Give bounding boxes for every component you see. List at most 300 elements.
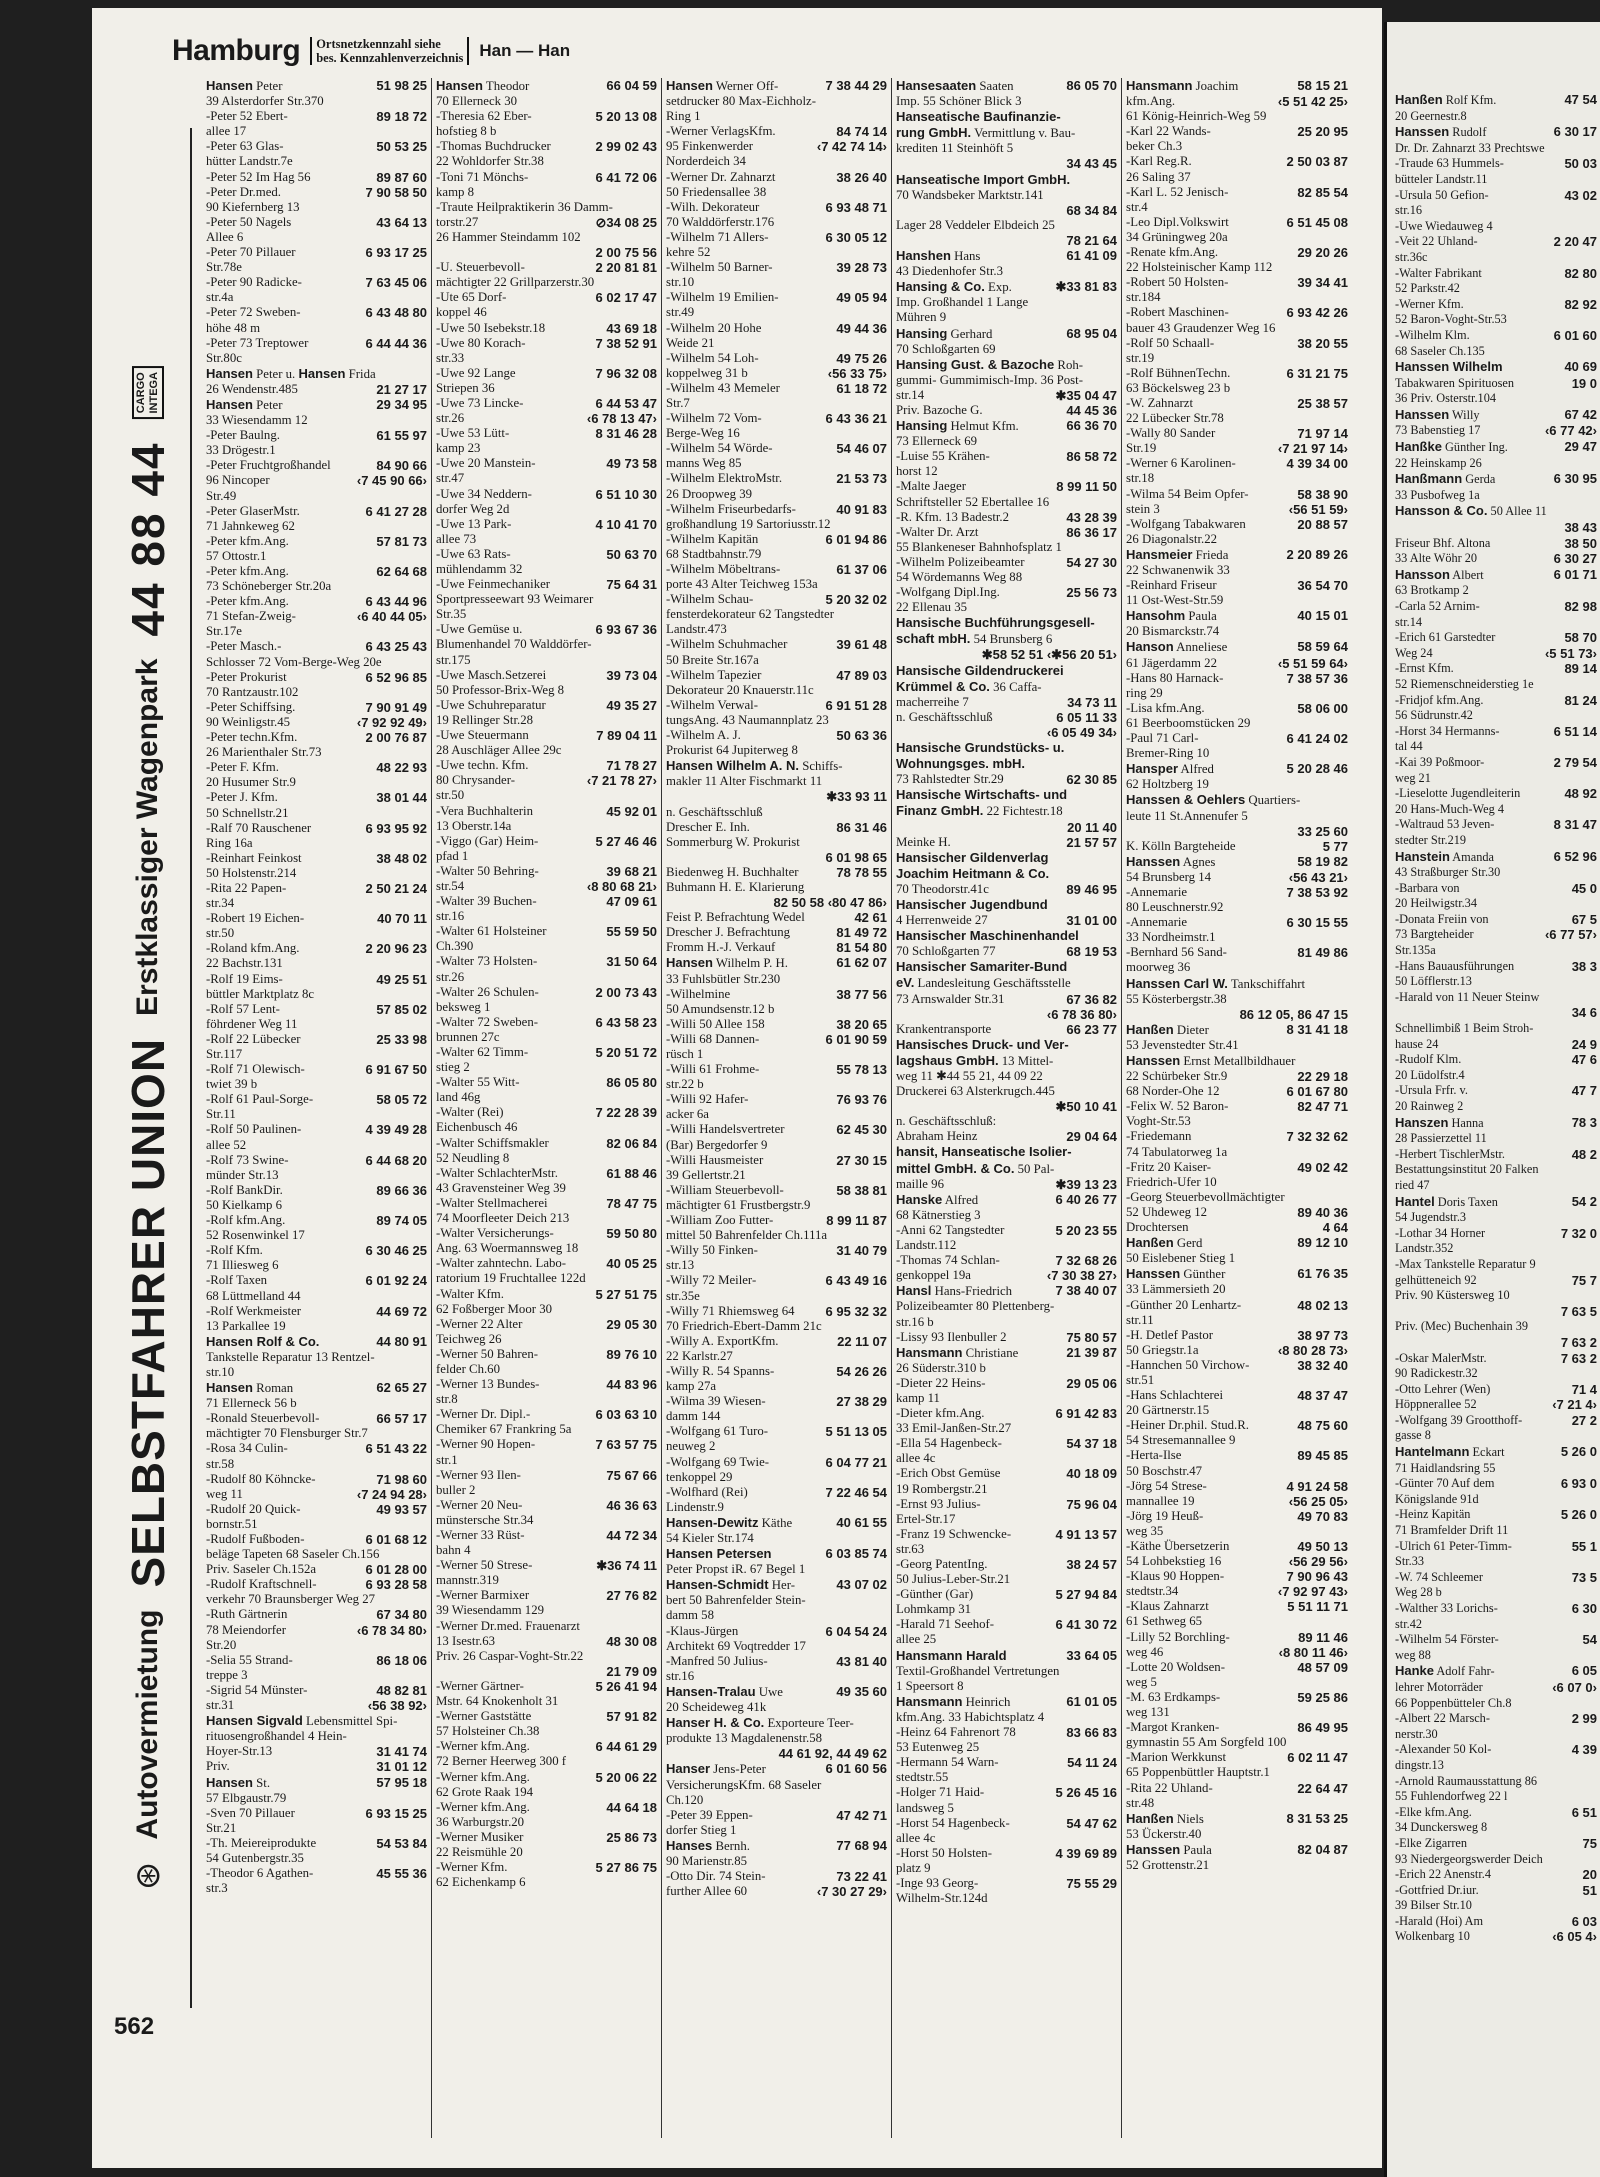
entry-text: mächtigter 61 Frustbergstr.9 bbox=[666, 1197, 811, 1212]
entry-text: -Willy 72 Meiler- bbox=[666, 1273, 757, 1288]
listing-entry bbox=[206, 534, 427, 549]
listing-entry bbox=[1395, 141, 1597, 157]
listing-entry bbox=[436, 728, 657, 743]
listing-entry bbox=[896, 647, 1117, 662]
phone-number: 71 78 27 bbox=[606, 758, 657, 774]
listing-entry bbox=[1126, 1007, 1348, 1022]
listing-entry bbox=[1395, 297, 1597, 313]
listing-entry bbox=[206, 1472, 427, 1487]
phone-number: 21 57 57 bbox=[1066, 834, 1117, 850]
entry-text: Peter Propst iR. 67 Begel 1 bbox=[666, 1562, 806, 1577]
entry-text: Hanszen Hanna bbox=[1395, 1114, 1484, 1130]
listing-entry bbox=[896, 1406, 1117, 1421]
banner-brand: SELBSTFAHRER UNION bbox=[122, 1037, 174, 1588]
entry-text: Ch.120 bbox=[666, 1792, 704, 1807]
listing-entry bbox=[1126, 915, 1348, 930]
phone-number: 2 00 73 43 bbox=[595, 984, 657, 1000]
listing-entry bbox=[206, 790, 427, 805]
entry-text: Str.35 bbox=[436, 607, 467, 622]
entry-text bbox=[1395, 520, 1560, 536]
entry-text: -Rudolf Kraftschnell- bbox=[206, 1577, 317, 1592]
listing-entry bbox=[666, 1319, 887, 1334]
entry-text: 90 Marienstr.85 bbox=[666, 1853, 748, 1868]
entry-text: Hansen-Dewitz Käthe bbox=[666, 1514, 793, 1530]
listing-entry bbox=[666, 1562, 887, 1577]
listing-entry bbox=[206, 109, 427, 124]
phone-number: 8 99 11 87 bbox=[826, 1213, 887, 1229]
entry-text: 73 Babenstieg 17 bbox=[1395, 423, 1481, 438]
entry-text: 57 Holsteiner Ch.38 bbox=[436, 1724, 540, 1739]
entry-text: str.48 bbox=[1126, 1795, 1155, 1810]
listing-entry bbox=[436, 456, 657, 471]
phone-number: 54 47 62 bbox=[1066, 1815, 1117, 1831]
listing-entry bbox=[436, 290, 657, 305]
listing-entry bbox=[436, 1090, 657, 1105]
phone-number: ✱33 81 83 bbox=[1055, 279, 1117, 295]
entry-text: Drescher J. Befrachtung bbox=[666, 925, 791, 940]
listing-entry bbox=[436, 1030, 657, 1045]
entry-text: 71 Illiesweg 6 bbox=[206, 1258, 279, 1273]
entry-text: -Wilhelm 19 Emilien- bbox=[666, 290, 779, 305]
listing-entry bbox=[666, 713, 887, 728]
listing-entry bbox=[1395, 615, 1597, 631]
phone-number: 48 30 08 bbox=[606, 1633, 657, 1649]
entry-text: makler 11 Alter Fischmarkt 11 bbox=[666, 774, 823, 789]
listing-entry bbox=[1395, 1273, 1597, 1289]
entry-text: mittel GmbH. & Co. 50 Pal- bbox=[896, 1160, 1055, 1176]
entry-text: -Toni 71 Mönchs- bbox=[436, 169, 529, 184]
entry-text: -Georg PatentIng. bbox=[896, 1557, 988, 1571]
entry-text: gymnastin 55 Am Sorgfeld 100 bbox=[1126, 1735, 1287, 1750]
listing-entry bbox=[1126, 1554, 1348, 1569]
phone-number: 2 20 81 81 bbox=[595, 260, 657, 276]
entry-text: kamp 27a bbox=[666, 1379, 717, 1394]
listing-entry bbox=[436, 109, 657, 124]
entry-text: Friedrich-Ufer 10 bbox=[1126, 1174, 1217, 1189]
listing-entry bbox=[1395, 849, 1597, 866]
listing-entry bbox=[1126, 761, 1348, 777]
listing-entry bbox=[666, 124, 887, 139]
entry-text: 26 Wendenstr.485 bbox=[206, 381, 298, 396]
entry-text: Hanser Jens-Peter bbox=[666, 1761, 766, 1777]
entry-text: str.47 bbox=[436, 471, 465, 486]
entry-text: -Peter 72 Sweben- bbox=[206, 305, 301, 320]
listing-entry bbox=[1395, 1068, 1597, 1084]
listing-entry bbox=[206, 1653, 427, 1668]
entry-text: -Rudolf 20 Quick- bbox=[206, 1501, 301, 1516]
phone-number: 7 22 28 39 bbox=[595, 1105, 657, 1121]
listing-entry bbox=[1395, 359, 1597, 376]
listing-entry bbox=[1126, 426, 1348, 441]
entry-text: buller 2 bbox=[436, 1482, 476, 1497]
entry-text: 73 Rahlstedter Str.29 bbox=[896, 772, 1004, 787]
listing-entry bbox=[666, 1546, 887, 1562]
entry-text: großhandlung 19 Sartoriusstr.12 bbox=[666, 516, 831, 531]
listing-entry bbox=[436, 804, 657, 819]
entry-text: 11 Ost-West-Str.59 bbox=[1126, 593, 1224, 608]
phone-number: ‹8 80 11 46› bbox=[1278, 1644, 1348, 1660]
entry-text: 20 Rainweg 2 bbox=[1395, 1099, 1464, 1113]
listing-entry bbox=[436, 517, 657, 532]
listing-entry bbox=[896, 1527, 1117, 1542]
listing-entry bbox=[1126, 321, 1348, 336]
listing-entry bbox=[896, 928, 1117, 944]
entry-text: -Wilhelm Kapitän bbox=[666, 531, 759, 546]
phone-number: ‹56 51 59› bbox=[1288, 501, 1348, 517]
phone-number: 5 51 11 71 bbox=[1287, 1599, 1348, 1615]
listing-entry bbox=[1126, 792, 1348, 808]
cargo-logo bbox=[132, 366, 164, 420]
listing-entry bbox=[436, 1196, 657, 1211]
listing-entry bbox=[666, 1854, 887, 1869]
entry-text: 53 Ückerstr.40 bbox=[1126, 1826, 1202, 1841]
entry-text bbox=[1395, 1304, 1557, 1320]
entry-text: 33 Pusbofweg 1a bbox=[1395, 487, 1480, 502]
entry-text: -Peter GlaserMstr. bbox=[206, 503, 300, 518]
listing-entry bbox=[1395, 771, 1597, 787]
entry-text: -Harald (Hoi) Am bbox=[1395, 1913, 1484, 1928]
listing-entry bbox=[666, 728, 887, 743]
entry-text: beläge Tapeten 68 Saseler Ch.156 bbox=[206, 1547, 380, 1562]
phone-number: 33 64 05 bbox=[1066, 1647, 1117, 1663]
listing-entry bbox=[1126, 716, 1348, 731]
entry-text: Hanshen Hans bbox=[896, 248, 981, 264]
phone-number: 27 2 bbox=[1571, 1412, 1597, 1428]
entry-text: 50 Breite Str.167a bbox=[666, 652, 759, 667]
listing-entry bbox=[206, 896, 427, 911]
phone-number: 82 47 71 bbox=[1297, 1099, 1348, 1115]
phone-number: 75 96 04 bbox=[1066, 1496, 1117, 1512]
listing-entry bbox=[436, 1060, 657, 1075]
phone-number: 38 01 44 bbox=[376, 790, 427, 806]
phone-number: ‹7 21 97 14› bbox=[1277, 441, 1348, 457]
entry-text: -Erich 61 Garstedter bbox=[1395, 630, 1496, 645]
phone-number: 44 64 18 bbox=[606, 1799, 657, 1815]
entry-text: 55 Blankeneser Bahnhofsplatz 1 bbox=[896, 539, 1062, 554]
listing-entry bbox=[1395, 724, 1597, 740]
entry-text: 74 Moorfleeter Deich 213 bbox=[436, 1211, 570, 1226]
entry-text: -Marion Werkkunst bbox=[1126, 1750, 1227, 1765]
phone-number: 47 54 bbox=[1564, 92, 1597, 107]
listing-entry bbox=[436, 637, 657, 652]
listing-entry bbox=[206, 1243, 427, 1258]
phone-number: 5 27 94 84 bbox=[1055, 1587, 1117, 1603]
listing-entry bbox=[1395, 407, 1597, 424]
listing-entry bbox=[1395, 1162, 1597, 1178]
listing-entry bbox=[436, 1181, 657, 1196]
entry-text: 54 Brunsberg 14 bbox=[1126, 869, 1212, 884]
entry-text: 52 Uhdeweg 12 bbox=[1126, 1204, 1208, 1219]
listing-entry bbox=[666, 835, 887, 850]
listing-entry bbox=[436, 1377, 657, 1392]
entry-text: maille 96 bbox=[896, 1176, 944, 1191]
phone-number: 54 53 84 bbox=[376, 1835, 427, 1851]
entry-text: stieg 2 bbox=[436, 1060, 470, 1075]
listing-entry bbox=[436, 366, 657, 381]
entry-text: -Wilhelm Schuhmacher bbox=[666, 637, 788, 652]
listing-entry bbox=[666, 1032, 887, 1047]
listing-entry bbox=[666, 865, 887, 880]
entry-text: -Wilhelm 54 Wörde- bbox=[666, 441, 773, 456]
phone-number: 44 83 96 bbox=[606, 1377, 657, 1393]
phone-number: 54 46 07 bbox=[836, 441, 887, 457]
phone-number: 73 22 41 bbox=[836, 1869, 887, 1885]
listing-entry bbox=[206, 1729, 427, 1744]
listing-entry bbox=[1126, 1418, 1348, 1433]
phone-number: 57 91 82 bbox=[606, 1709, 657, 1725]
entry-text: -Wolfgang Dipl.Ing. bbox=[896, 585, 1000, 600]
listing-entry bbox=[1395, 1711, 1597, 1727]
entry-text: -Peter 63 Glas- bbox=[206, 139, 284, 154]
listing-entry bbox=[1395, 1319, 1597, 1335]
entry-text: 63 Böckelsweg 23 b bbox=[1126, 380, 1231, 395]
listing-entry bbox=[436, 1724, 657, 1739]
phone-number: 2 00 75 56 bbox=[595, 245, 657, 261]
banner-text bbox=[121, 366, 175, 1890]
phone-number: 82 98 bbox=[1564, 599, 1597, 614]
entry-text: mannallee 19 bbox=[1126, 1493, 1195, 1508]
phone-number: ‹6 07 0› bbox=[1552, 1679, 1597, 1695]
phone-number: 49 35 27 bbox=[606, 697, 657, 713]
phone-number: 71 97 14 bbox=[1297, 426, 1348, 442]
phone-number: 6 52 96 85 bbox=[365, 669, 427, 685]
entry-text: -Klaus-Jürgen bbox=[666, 1623, 739, 1638]
listing-entry bbox=[1395, 344, 1597, 360]
phone-number: 6 43 44 96 bbox=[365, 594, 427, 610]
listing-entry bbox=[1395, 1476, 1597, 1492]
listing-entry bbox=[666, 396, 887, 411]
phone-number: 57 85 02 bbox=[376, 1001, 427, 1017]
entry-text: -Rolf 50 Paulinen- bbox=[206, 1122, 302, 1137]
listing-entry bbox=[436, 592, 657, 607]
listing-entry bbox=[206, 458, 427, 473]
listing-entry bbox=[1126, 1705, 1348, 1720]
entry-text: weg 35 bbox=[1126, 1523, 1164, 1538]
entry-text: Teichweg 26 bbox=[436, 1331, 502, 1346]
entry-text: Hansmeier Frieda bbox=[1126, 546, 1229, 562]
entry-text: 33 Lämmersieth 20 bbox=[1126, 1282, 1226, 1297]
phone-number: 36 54 70 bbox=[1297, 578, 1348, 594]
listing-entry bbox=[896, 248, 1117, 264]
phone-number: 38 43 bbox=[1564, 520, 1597, 536]
listing-entry bbox=[206, 1623, 427, 1638]
entry-text: 26 Hammer Steindamm 102 bbox=[436, 229, 581, 244]
listing-entry bbox=[666, 1304, 887, 1319]
listing-entry bbox=[436, 1347, 657, 1362]
entry-text: 74 Tabulatorweg 1a bbox=[1126, 1144, 1228, 1159]
listing-entry bbox=[206, 926, 427, 941]
entry-text: -Wilhelm 50 Barner- bbox=[666, 260, 773, 275]
listing-entry bbox=[206, 397, 427, 413]
entry-text: 62 Foßberger Moor 30 bbox=[436, 1301, 552, 1316]
phone-number: 6 30 27 bbox=[1553, 551, 1597, 567]
entry-text bbox=[666, 850, 822, 865]
entry-text bbox=[1395, 1335, 1557, 1351]
listing-entry bbox=[1395, 1241, 1597, 1257]
listing-entry bbox=[436, 336, 657, 351]
listing-entry bbox=[896, 109, 1117, 125]
entry-text: -Rolf BühnenTechn. bbox=[1126, 365, 1231, 380]
phone-number: 82 92 bbox=[1564, 296, 1597, 312]
listing-entry bbox=[206, 366, 427, 382]
listing-entry bbox=[206, 1183, 427, 1198]
phone-number: ✱50 10 41 bbox=[1055, 1099, 1117, 1115]
phone-number: 4 39 34 00 bbox=[1286, 456, 1348, 472]
entry-text: 70 Schloßgarten 77 bbox=[896, 944, 996, 959]
listing-entry bbox=[1126, 945, 1348, 960]
entry-text: weg 21 bbox=[1395, 770, 1431, 785]
entry-text: -Werner Barmixer bbox=[436, 1588, 530, 1603]
entry-text: eV. Landesleitung Geschäftsstelle bbox=[896, 975, 1071, 991]
listing-entry bbox=[436, 305, 657, 320]
listing-entry bbox=[1126, 1358, 1348, 1373]
entry-text: -Werner Dr.med. Frauenarzt bbox=[436, 1618, 580, 1633]
entry-text: föhrdener Weg 11 bbox=[206, 1016, 298, 1031]
entry-text: rüsch 1 bbox=[666, 1047, 704, 1061]
listing-entry bbox=[896, 1238, 1117, 1253]
entry-text: -Horst 34 Hermanns- bbox=[1395, 723, 1500, 738]
listing-entry bbox=[436, 713, 657, 728]
entry-text bbox=[896, 1099, 1052, 1114]
entry-text: 19 Rellinger Str.28 bbox=[436, 712, 534, 727]
listing-entry bbox=[666, 925, 887, 940]
entry-text: Hansson & Co. 50 Allee 11 bbox=[1395, 503, 1547, 519]
listing-entry bbox=[206, 154, 427, 169]
entry-text: -Werner Kfm. bbox=[1395, 296, 1464, 311]
listing-entry bbox=[896, 897, 1117, 913]
entry-text: 39 Gellertstr.21 bbox=[666, 1167, 746, 1182]
listing-entry bbox=[1395, 833, 1597, 849]
listing-entry bbox=[666, 1793, 887, 1808]
listing-entry bbox=[436, 1619, 657, 1634]
listing-entry bbox=[436, 1739, 657, 1754]
entry-text: 61 Beerboomstücken 29 bbox=[1126, 715, 1251, 730]
phone-number: 58 06 00 bbox=[1297, 700, 1348, 716]
entry-text: 33 Alte Wöhr 20 bbox=[1395, 551, 1478, 566]
entry-text: -Wilhelm 43 Memeler bbox=[666, 380, 780, 395]
entry-text: Polizeibeamter 80 Plettenberg- bbox=[896, 1299, 1055, 1314]
entry-text: 22 Karlstr.27 bbox=[666, 1348, 733, 1363]
listing-entry bbox=[436, 139, 657, 154]
listing-entry bbox=[896, 1192, 1117, 1208]
entry-text: 61 Jägerdamm 22 bbox=[1126, 655, 1217, 670]
listing-entry bbox=[206, 1668, 427, 1683]
entry-text: str.16 bbox=[666, 1668, 695, 1683]
entry-text: -Rolf 19 Eims- bbox=[206, 971, 283, 986]
entry-text: 70 Wandsbeker Marktstr.141 bbox=[896, 187, 1044, 202]
phone-number: 6 43 58 23 bbox=[595, 1014, 657, 1030]
listing-entry bbox=[666, 381, 887, 396]
entry-text bbox=[896, 156, 1062, 171]
phone-number: 43 81 40 bbox=[836, 1653, 887, 1669]
listing-entry bbox=[896, 156, 1117, 171]
listing-entry bbox=[1126, 1266, 1348, 1282]
entry-text: -Karl L. 52 Jenisch- bbox=[1126, 184, 1229, 199]
phone-number: 47 6 bbox=[1571, 1052, 1597, 1068]
phone-number: 7 63 57 75 bbox=[595, 1437, 657, 1453]
listing-entry bbox=[436, 1634, 657, 1649]
phone-number: 7 90 58 50 bbox=[365, 184, 427, 200]
listing-entry bbox=[896, 1785, 1117, 1800]
phone-number: 5 20 32 02 bbox=[825, 592, 887, 608]
entry-text: -Walter Versicherungs- bbox=[436, 1226, 554, 1241]
entry-text: Hanßmann Gerda bbox=[1395, 471, 1496, 487]
listing-entry bbox=[666, 1577, 887, 1593]
phone-number: ‹6 78 13 47› bbox=[586, 411, 657, 427]
listing-entry bbox=[896, 1208, 1117, 1223]
entry-text: -Holger 71 Haid- bbox=[896, 1785, 985, 1800]
listing-entry bbox=[666, 1654, 887, 1669]
entry-text: 57 Ottostr.1 bbox=[206, 548, 267, 563]
listing-entry bbox=[1395, 677, 1597, 693]
phone-number: 6 93 28 58 bbox=[365, 1577, 427, 1593]
entry-text: Biedenweg H. Buchhalter bbox=[666, 864, 799, 879]
listing-entry bbox=[666, 683, 887, 698]
listing-entry bbox=[436, 547, 657, 562]
listing-entry bbox=[1126, 1811, 1348, 1827]
phone-number: ⊘34 08 25 bbox=[595, 214, 657, 230]
phone-number: 89 66 36 bbox=[376, 1182, 427, 1198]
phone-number: 6 93 15 25 bbox=[365, 1805, 427, 1821]
listing-entry bbox=[436, 834, 657, 849]
phone-number: 75 7 bbox=[1571, 1272, 1597, 1288]
entry-text: -Werner Dr. Zahnarzt bbox=[666, 169, 776, 184]
entry-text: -Selia 55 Strand- bbox=[206, 1652, 293, 1667]
phone-number: 29 47 bbox=[1564, 439, 1597, 455]
phone-number: 67 34 80 bbox=[376, 1607, 427, 1623]
listing-entry bbox=[1126, 139, 1348, 154]
phone-number: 47 09 61 bbox=[606, 894, 657, 910]
entry-text: koppel 46 bbox=[436, 305, 487, 320]
listing-entry bbox=[1126, 1220, 1348, 1235]
phone-number: 58 59 64 bbox=[1297, 639, 1348, 655]
entry-text: -Wilma 39 Wiesen- bbox=[666, 1394, 766, 1409]
entry-text: -Uwe techn. Kfm. bbox=[436, 758, 529, 773]
listing-entry bbox=[206, 1350, 427, 1365]
entry-text: -Wilma 54 Beim Opfer- bbox=[1126, 486, 1249, 501]
listing-entry bbox=[666, 637, 887, 652]
listing-entry bbox=[436, 1302, 657, 1317]
listing-entry bbox=[1126, 1494, 1348, 1509]
listing-entry bbox=[896, 172, 1117, 188]
listing-entry bbox=[1395, 802, 1597, 818]
listing-entry bbox=[1395, 423, 1597, 439]
listing-entry bbox=[896, 1831, 1117, 1846]
entry-text: -Uwe 73 Lincke- bbox=[436, 395, 524, 410]
entry-text: produkte 13 Magdalenenstr.58 bbox=[666, 1731, 823, 1746]
entry-text: 50 Löfflerstr.13 bbox=[1395, 974, 1472, 989]
listing-entry bbox=[896, 1376, 1117, 1391]
entry-text: tungsAng. 43 Naumannplatz 23 bbox=[666, 712, 829, 727]
listing-entry bbox=[206, 1683, 427, 1698]
entry-text: Hanßen Rolf Kfm. bbox=[1395, 92, 1497, 107]
listing-entry bbox=[1395, 1210, 1597, 1226]
entry-text: Str.17e bbox=[206, 624, 242, 639]
listing-entry bbox=[1395, 661, 1597, 677]
listing-entry bbox=[436, 788, 657, 803]
entry-text: -Walter 50 Behring- bbox=[436, 863, 539, 878]
listing-entry bbox=[1126, 487, 1348, 502]
entry-text: 55 Kösterbergstr.38 bbox=[1126, 991, 1227, 1006]
entry-text: Wohnungsges. mbH. bbox=[896, 756, 1026, 772]
phone-number: 6 44 68 20 bbox=[365, 1152, 427, 1168]
listing-entry bbox=[896, 464, 1117, 479]
entry-text: str.16 bbox=[1395, 203, 1422, 218]
entry-text: Lindenstr.9 bbox=[666, 1499, 724, 1514]
phone-number: 66 57 17 bbox=[376, 1411, 427, 1427]
listing-entry bbox=[1395, 328, 1597, 344]
phone-number: 6 01 68 12 bbox=[365, 1532, 427, 1547]
